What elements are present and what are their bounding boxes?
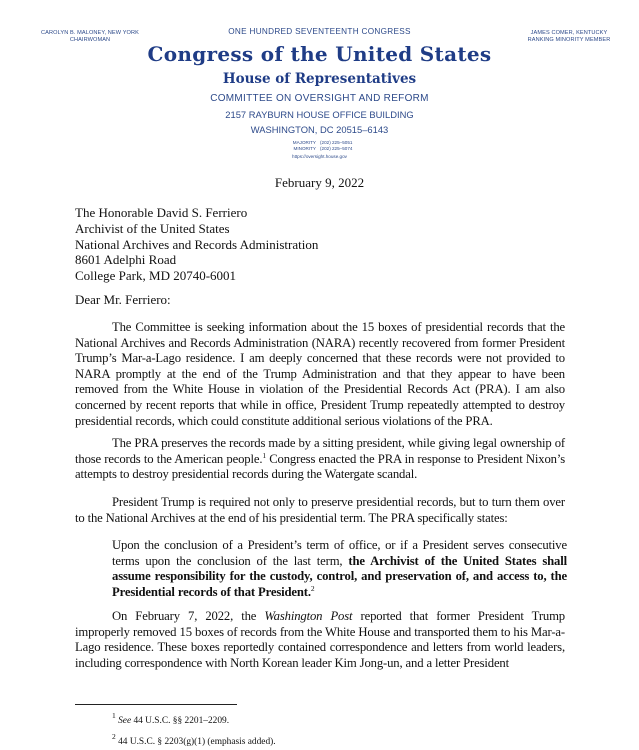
committee-city: WASHINGTON, DC 20515–6143: [250, 124, 389, 135]
congress-number: ONE HUNDRED SEVENTEENTH CONGRESS: [228, 27, 411, 36]
quote-text: Upon the conclusion of a President’s term of office, or if a President serves consecutive terms upon the conclusion of the last term,: [112, 538, 567, 568]
phone-majority-label: MAJORITY: [292, 140, 316, 145]
paragraph-4: [75, 609, 565, 671]
address-line: National Archives and Records Administration: [75, 236, 319, 252]
paragraph-3: President Trump is required not only to preserve presidential records, but to turn them over to the National Archives at the end of his presidential term. The PRA specifically states:: [75, 495, 565, 525]
quote-emphasis: the Archivist of the United States shall assume responsibility for the custody, control, and preservation of, and access to, the Presidential records of that President.: [112, 553, 567, 599]
footnote-1: [112, 711, 230, 726]
footnote-divider: [75, 704, 237, 705]
address-line: College Park, MD 20740-6001: [75, 268, 237, 284]
letterhead-title: Congress of the United States: [147, 42, 492, 66]
paragraph-4-text-a: On February 7, 2022, the: [112, 609, 265, 623]
chairwoman-title: CHAIRWOMAN: [69, 37, 111, 43]
footnote-ref-2[interactable]: 2: [310, 583, 315, 593]
phone-block: [290, 140, 370, 152]
paragraph-2: [75, 436, 565, 483]
ranking-member-title: RANKING MINORITY MEMBER: [527, 37, 611, 43]
block-quote: [112, 538, 567, 600]
paragraph-2-text-a: The PRA preserves the records made by a sitting president, while giving legal ownership of those records to the American people.: [75, 436, 565, 466]
address-line: Archivist of the United States: [75, 220, 230, 236]
chairwoman-name: CAROLYN B. MALONEY, NEW YORK: [41, 30, 139, 36]
committee-name: COMMITTEE ON OVERSIGHT AND REFORM: [210, 93, 429, 104]
salutation: Dear Mr. Ferriero:: [75, 292, 171, 307]
footnote-2: [112, 732, 276, 747]
committee-url[interactable]: https://oversight.house.gov: [292, 154, 347, 159]
footnote-1-number: 1: [112, 711, 116, 720]
letter-date: February 9, 2022: [274, 175, 365, 190]
paragraph-1: The Committee is seeking information about the 15 boxes of presidential records that the National Archives and Records Administration (NARA) recently recovered from former President Trump’s Mar-a-Lago residence. I am deeply concerned that these records were not provided to NARA promptly at the end of the Trump Administration and that they appear to have been removed from the White House in violation of the Presidential Records Act (PRA). I am also concerned by recent reports that while in office, President Trump repeatedly attempted to destroy presidential records, which could constitute additional serious violations of the PRA.: [75, 320, 565, 428]
address-line: The Honorable David S. Ferriero: [75, 205, 248, 220]
paragraph-4-text-b: reported that former President Trump improperly removed 15 boxes of records from the White House and transported them to his Mar-a-Lago residence. These boxes reportedly contained correspondence and letters from world leaders, including correspondence with North Korean leader Kim Jong-un, and a letter President: [75, 609, 566, 670]
phone-majority-number: (202) 225–5051: [320, 140, 353, 145]
publication-name: Washington Post: [264, 609, 353, 623]
phone-minority-number: (202) 225–5074: [320, 146, 353, 151]
recipient-address: [75, 205, 318, 284]
ranking-member-name: JAMES COMER, KENTUCKY: [530, 30, 608, 36]
footnote-1-signal: See: [118, 716, 132, 726]
footnote-ref-1[interactable]: 1: [262, 450, 266, 460]
letterhead-house: House of Representatives: [222, 71, 417, 87]
footnote-2-text: 44 U.S.C. § 2203(g)(1) (emphasis added).: [115, 737, 276, 747]
committee-street: 2157 RAYBURN HOUSE OFFICE BUILDING: [225, 109, 414, 120]
phone-minority-label: MINORITY: [293, 146, 316, 151]
footnote-2-number: 2: [112, 732, 116, 741]
footnote-1-text: 44 U.S.C. §§ 2201–2209.: [131, 716, 230, 726]
address-line: 8601 Adelphi Road: [75, 252, 177, 268]
phone-row-minority: [290, 146, 370, 152]
paragraph-2-text-b: Congress enacted the PRA in response to President Nixon’s attempts to destroy presidential records during the Watergate scandal.: [75, 451, 565, 482]
